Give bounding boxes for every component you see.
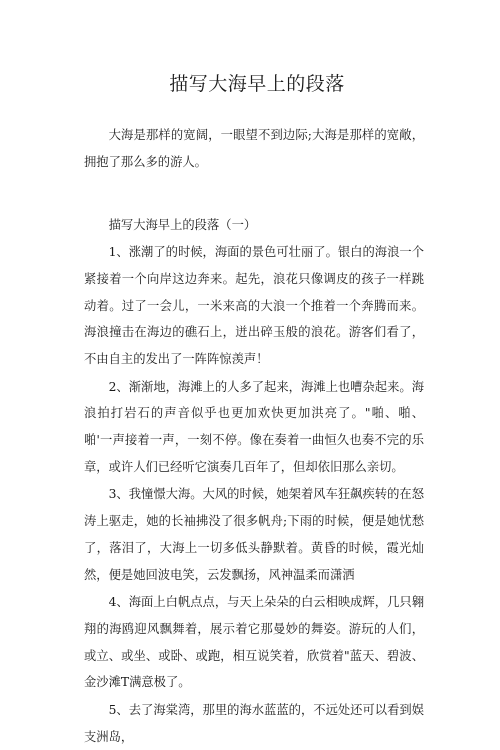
paragraph-2: 2、渐渐地，海滩上的人多了起来，海滩上也嘈杂起来。海浪拍打岩石的声音似乎也更加欢快更加洪亮了。"啪、啪、啪'一声接着一声，一刻不停。像在奏着一曲恒久也奏不完的乐章，或许人们已经听它演奏几百年了，但却依旧那么亲切。 (84, 379, 424, 474)
document-title: 描写大海早上的段落 (169, 73, 345, 95)
intro-paragraph: 大海是那样的宽阔，一眼望不到边际;大海是那样的宽敞，拥抱了那么多的游人。 (84, 128, 424, 169)
paragraph-3: 3、我憧憬大海。大风的时候，她架着风车狂飙疾转的在怒涛上驱走，她的长袖拂没了很多帆舟;下雨的时候，便是她忧愁了，落泪了，大海上一切多低头静默着。黄昏的时候，霞光灿然，便是她回波电笑，云发飘扬，风神温柔而潇洒 (84, 487, 424, 582)
section-heading: 描写大海早上的段落（一） (108, 218, 257, 233)
paragraph-5: 5、去了海棠湾，那里的海水蓝蓝的，不远处还可以看到娱支洲岛， (84, 703, 424, 744)
paragraph-4: 4、海面上白帆点点，与天上朵朵的白云相映成辉，几只翱翔的海鸥迎风飘舞着，展示着它那曼妙的舞姿。游玩的人们，或立、或坐、或卧、或跑，相互说笑着，欣赏着"蓝天、碧波、金沙滩T满意极了。 (84, 595, 424, 690)
paragraph-1: 1、涨潮了的时候，海面的景色可壮丽了。银白的海浪一个紧接着一个向岸这边奔来。起先，浪花只像调皮的孩子一样跳动着。过了一会儿，一米来高的大浪一个推着一个奔腾而来。海浪撞击在海边的礁石上，迸出碎玉般的浪花。游客们看了，不由自主的发出了一阵阵惊羡声！ (84, 245, 424, 366)
